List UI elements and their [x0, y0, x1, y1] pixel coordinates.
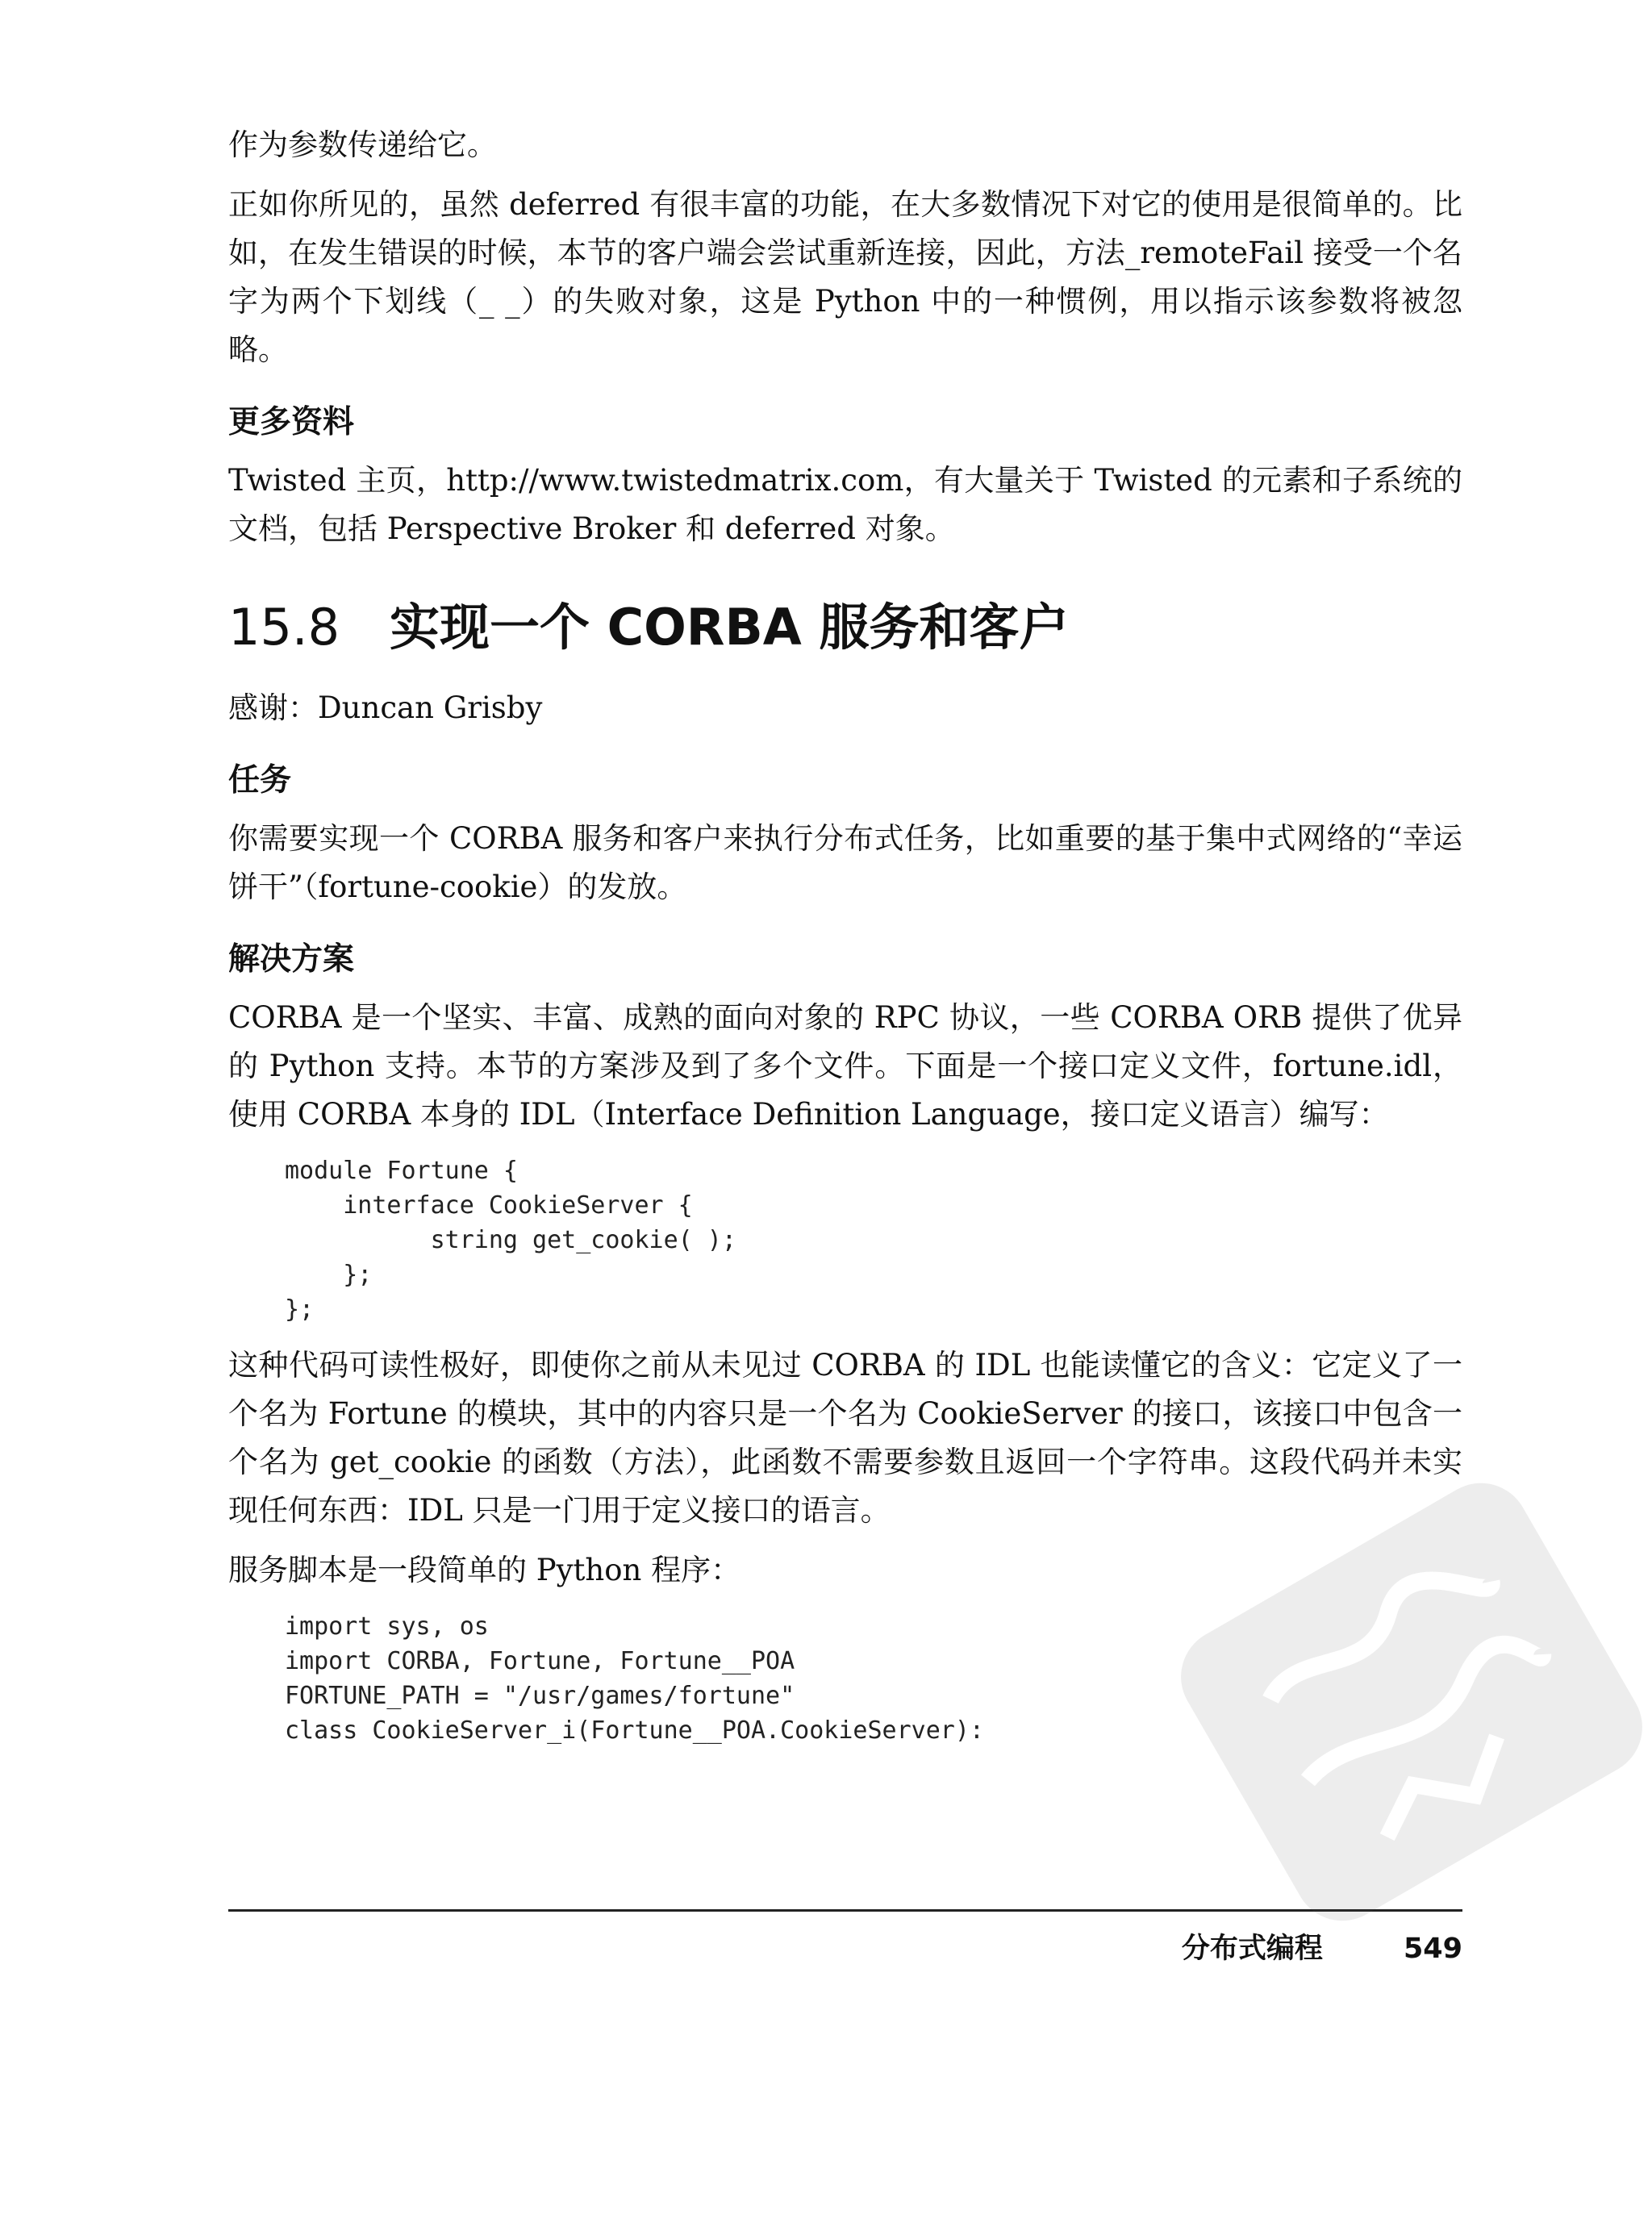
watermark-seal-icon: [1162, 1452, 1652, 1952]
footer-chapter: 分布式编程: [1181, 1933, 1323, 1965]
page-number: 549: [1403, 1933, 1462, 1965]
heading-solution: 解决方案: [228, 941, 355, 978]
paragraph-task: 你需要实现一个 CORBA 服务和客户来执行分布式任务，比如重要的基于集中式网络的“幸运饼干”（fortune-cookie）的发放。: [228, 821, 1462, 904]
paragraph-idl-explain: 这种代码可读性极好，即使你之前从未见过 CORBA 的 IDL 也能读懂它的含义：它定义了一个名为 Fortune 的模块，其中的内容只是一个名为 CookieServer 的接口，该接口中包含一个名为 get_cookie 的函数（方法），此函数不需要参数且返回一个字符串。这段代码并未实现任何东西：IDL 只是一门用于定义接口的语言。: [228, 1348, 1462, 1528]
section-title: 实现一个 CORBA 服务和客户: [390, 598, 1070, 657]
heading-task: 任务: [228, 762, 292, 799]
paragraph-continuation: 作为参数传递给它。: [228, 127, 497, 162]
heading-more-info: 更多资料: [228, 404, 355, 440]
section-number: 15.8: [228, 598, 340, 657]
paragraph-deferred: 正如你所见的，虽然 deferred 有很丰富的功能，在大多数情况下对它的使用是很简单的。比如，在发生错误的时候，本节的客户端会尝试重新连接，因此，方法_remoteFail 接受一个名字为两个下划线（_ _）的失败对象，这是 Python 中的一种惯例，用以指示该参数将被忽略。: [228, 187, 1462, 367]
paragraph-solution: CORBA 是一个坚实、丰富、成熟的面向对象的 RPC 协议，一些 CORBA ORB 提供了优异的 Python 支持。本节的方案涉及到了多个文件。下面是一个接口定义文件，fortune.idl，使用 CORBA 本身的 IDL（Interface Definition Language，接口定义语言）编写：: [228, 1000, 1462, 1132]
paragraph-server-intro: 服务脚本是一段简单的 Python 程序：: [228, 1553, 741, 1587]
code-block-server: import sys, os import CORBA, Fortune, Fortune__POA FORTUNE_PATH = "/usr/games/fortune" class CookieServer_i(Fortune__POA.CookieServer):: [285, 1612, 984, 1745]
code-block-idl: module Fortune { interface CookieServer { string get_cookie( ); }; };: [285, 1157, 736, 1324]
section-credit: 感谢：Duncan Grisby: [228, 690, 543, 725]
paragraph-more-info: Twisted 主页，http://www.twistedmatrix.com，有大量关于 Twisted 的元素和子系统的文档，包括 Perspective Broker 和 deferred 对象。: [228, 463, 1462, 546]
section-heading: [228, 595, 1462, 660]
